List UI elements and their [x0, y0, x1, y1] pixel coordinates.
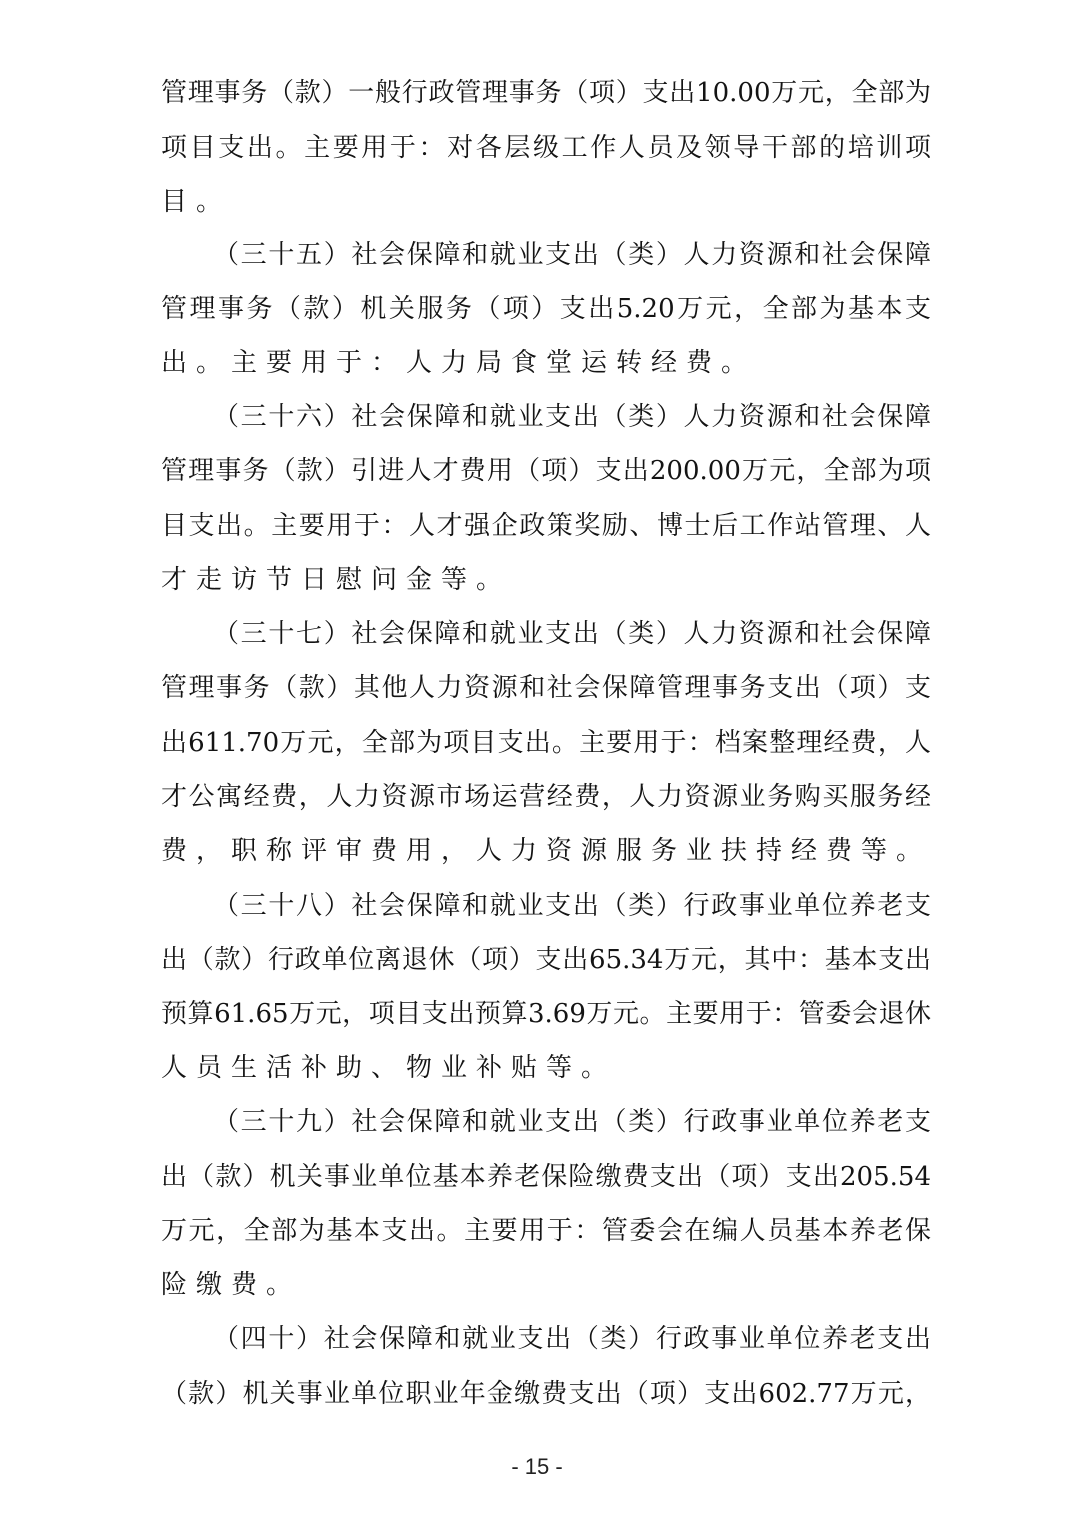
paragraph-2-line-0: （三十六）社会保障和就业支出（类）人力资源和社会保障 — [213, 402, 931, 432]
paragraph-5-line-1: 出（款）机关事业单位基本养老保险缴费支出（项）支出205.54 — [161, 1162, 931, 1192]
paragraph-3-line-2: 出611.70万元，全部为项目支出。主要用于：档案整理经费，人 — [161, 728, 931, 758]
paragraph-6-line-1: （款）机关事业单位职业年金缴费支出（项）支出602.77万元， — [161, 1379, 931, 1409]
paragraph-4-line-2: 预算61.65万元，项目支出预算3.69万元。主要用于：管委会退休 — [161, 999, 931, 1029]
paragraph-4-line-0: （三十八）社会保障和就业支出（类）行政事业单位养老支 — [213, 891, 931, 921]
paragraph-5-line-0: （三十九）社会保障和就业支出（类）行政事业单位养老支 — [213, 1107, 931, 1137]
paragraph-3-line-3: 才公寓经费，人力资源市场运营经费，人力资源业务购买服务经 — [161, 782, 931, 812]
paragraph-3-line-0: （三十七）社会保障和就业支出（类）人力资源和社会保障 — [213, 619, 931, 649]
page-number: - 15 - — [511, 1454, 563, 1479]
paragraph-4-line-3: 人员生活补助、物业补贴等。 — [161, 1053, 617, 1083]
paragraph-1-line-1: 管理事务（款）机关服务（项）支出5.20万元，全部为基本支 — [161, 294, 931, 324]
paragraph-2-line-1: 管理事务（款）引进人才费用（项）支出200.00万元，全部为项 — [161, 456, 931, 486]
paragraph-5-line-2: 万元，全部为基本支出。主要用于：管委会在编人员基本养老保 — [161, 1216, 931, 1246]
paragraph-3-line-4: 费，职称评审费用，人力资源服务业扶持经费等。 — [161, 836, 932, 866]
paragraph-4-line-1: 出（款）行政单位离退休（项）支出65.34万元，其中：基本支出 — [161, 945, 931, 975]
paragraph-6-line-0: （四十）社会保障和就业支出（类）行政事业单位养老支出 — [213, 1324, 931, 1354]
paragraph-3-line-1: 管理事务（款）其他人力资源和社会保障管理事务支出（项）支 — [161, 673, 931, 703]
paragraph-2-line-3: 才走访节日慰问金等。 — [161, 565, 512, 595]
paragraph-0-line-0: 管理事务（款）一般行政管理事务（项）支出10.00万元，全部为 — [161, 78, 931, 108]
paragraph-0-line-2: 目。 — [161, 187, 232, 217]
paragraph-1-line-0: （三十五）社会保障和就业支出（类）人力资源和社会保障 — [213, 240, 931, 270]
paragraph-1-line-2: 出。主要用于：人力局食堂运转经费。 — [161, 348, 757, 378]
paragraph-5-line-3: 险缴费。 — [161, 1270, 302, 1300]
paragraph-2-line-2: 目支出。主要用于：人才强企政策奖励、博士后工作站管理、人 — [161, 511, 931, 541]
paragraph-0-line-1: 项目支出。主要用于：对各层级工作人员及领导干部的培训项 — [161, 133, 931, 163]
